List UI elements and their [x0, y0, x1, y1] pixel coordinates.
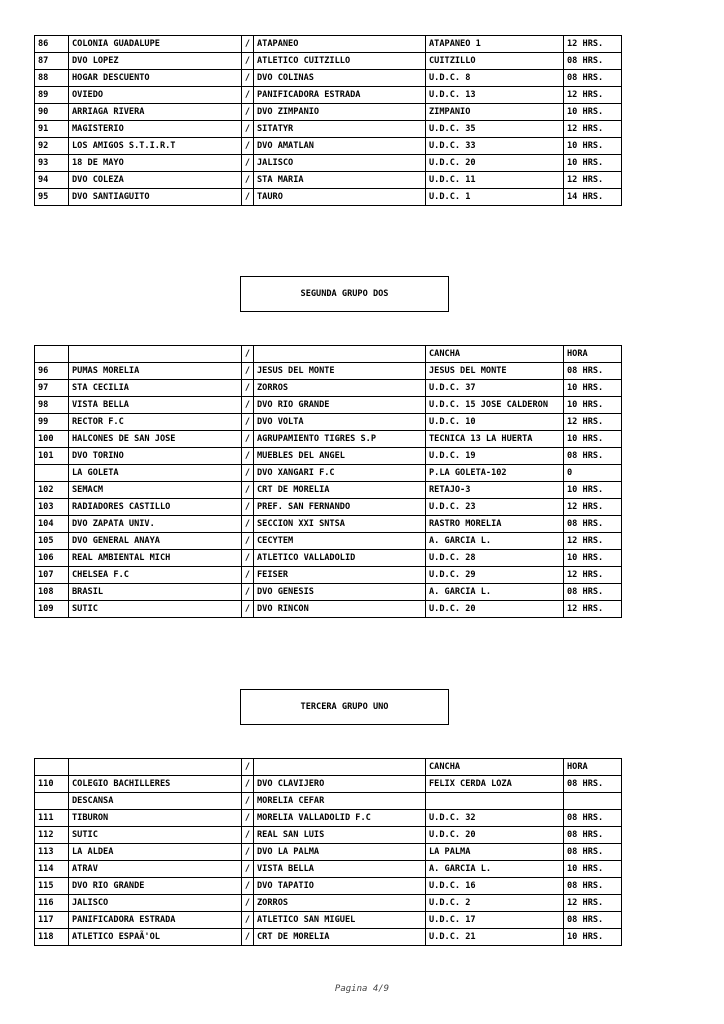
table-row: [35, 516, 622, 533]
separator-cell: /: [242, 465, 254, 482]
away-team-cell: JESUS DEL MONTE: [254, 363, 426, 380]
home-team-cell: CHELSEA F.C: [69, 567, 242, 584]
match-number-cell: 112: [35, 827, 69, 844]
separator-cell: /: [242, 380, 254, 397]
field-cell: U.D.C. 11: [426, 172, 564, 189]
home-team-cell: COLONIA GUADALUPE: [69, 36, 242, 53]
time-cell: 08 HRS.: [564, 53, 622, 70]
table-header-row: [35, 346, 622, 363]
separator-cell: /: [242, 827, 254, 844]
field-cell: LA PALMA: [426, 844, 564, 861]
table-row: [35, 138, 622, 155]
group-title-tercera-grupo-uno: TERCERA GRUPO UNO: [240, 689, 449, 725]
away-team-cell: DVO AMATLAN: [254, 138, 426, 155]
home-team-cell: DVO TORINO: [69, 448, 242, 465]
table-row: [35, 380, 622, 397]
separator-cell: /: [242, 363, 254, 380]
home-team-cell: VISTA BELLA: [69, 397, 242, 414]
away-team-cell: ZORROS: [254, 380, 426, 397]
field-cell: RETAJO-3: [426, 482, 564, 499]
separator-cell: /: [242, 138, 254, 155]
time-cell: 08 HRS.: [564, 70, 622, 87]
match-number-cell: 87: [35, 53, 69, 70]
time-cell: 12 HRS.: [564, 36, 622, 53]
time-cell: 14 HRS.: [564, 189, 622, 206]
home-team-cell: MAGISTERIO: [69, 121, 242, 138]
field-cell: JESUS DEL MONTE: [426, 363, 564, 380]
table-row: [35, 482, 622, 499]
home-team-cell: [69, 346, 242, 363]
away-team-cell: STA MARIA: [254, 172, 426, 189]
page-footer: Pagina 4/9: [334, 984, 390, 994]
home-team-cell: ATLETICO ESPAÃ'OL: [69, 929, 242, 946]
field-cell: U.D.C. 13: [426, 87, 564, 104]
table-row: [35, 189, 622, 206]
match-number-cell: 92: [35, 138, 69, 155]
home-team-cell: LA ALDEA: [69, 844, 242, 861]
match-number-cell: 94: [35, 172, 69, 189]
match-number-cell: 116: [35, 895, 69, 912]
away-team-cell: CRT DE MORELIA: [254, 482, 426, 499]
field-cell: U.D.C. 20: [426, 601, 564, 618]
table-row: [35, 87, 622, 104]
field-cell: U.D.C. 20: [426, 827, 564, 844]
home-team-cell: 18 DE MAYO: [69, 155, 242, 172]
match-number-cell: 97: [35, 380, 69, 397]
field-cell: A. GARCIA L.: [426, 584, 564, 601]
separator-cell: /: [242, 533, 254, 550]
table-row: [35, 499, 622, 516]
separator-cell: /: [242, 499, 254, 516]
separator-cell: /: [242, 155, 254, 172]
separator-cell: /: [242, 567, 254, 584]
away-team-cell: CECYTEM: [254, 533, 426, 550]
field-cell: U.D.C. 33: [426, 138, 564, 155]
separator-cell: /: [242, 550, 254, 567]
table-row: [35, 550, 622, 567]
time-cell: 0: [564, 465, 622, 482]
separator-cell: /: [242, 104, 254, 121]
field-cell: CANCHA: [426, 346, 564, 363]
separator-cell: /: [242, 431, 254, 448]
home-team-cell: RADIADORES CASTILLO: [69, 499, 242, 516]
table-row: [35, 810, 622, 827]
match-number-cell: [35, 465, 69, 482]
separator-cell: /: [242, 759, 254, 776]
away-team-cell: CRT DE MORELIA: [254, 929, 426, 946]
field-cell: U.D.C. 2: [426, 895, 564, 912]
separator-cell: /: [242, 776, 254, 793]
field-cell: ATAPANEO 1: [426, 36, 564, 53]
home-team-cell: LOS AMIGOS S.T.I.R.T: [69, 138, 242, 155]
match-number-cell: 93: [35, 155, 69, 172]
away-team-cell: DVO TAPATIO: [254, 878, 426, 895]
away-team-cell: DVO XANGARI F.C: [254, 465, 426, 482]
table-row: [35, 363, 622, 380]
table-row: [35, 878, 622, 895]
separator-cell: /: [242, 844, 254, 861]
field-cell: U.D.C. 16: [426, 878, 564, 895]
time-cell: 10 HRS.: [564, 138, 622, 155]
separator-cell: /: [242, 397, 254, 414]
table-row: [35, 448, 622, 465]
match-number-cell: 110: [35, 776, 69, 793]
field-cell: U.D.C. 8: [426, 70, 564, 87]
away-team-cell: [254, 759, 426, 776]
separator-cell: /: [242, 70, 254, 87]
match-number-cell: 89: [35, 87, 69, 104]
away-team-cell: PREF. SAN FERNANDO: [254, 499, 426, 516]
away-team-cell: DVO RINCON: [254, 601, 426, 618]
match-number-cell: 111: [35, 810, 69, 827]
table-row: [35, 70, 622, 87]
away-team-cell: ZORROS: [254, 895, 426, 912]
time-cell: 12 HRS.: [564, 172, 622, 189]
home-team-cell: DESCANSA: [69, 793, 242, 810]
field-cell: U.D.C. 19: [426, 448, 564, 465]
home-team-cell: STA CECILIA: [69, 380, 242, 397]
separator-cell: /: [242, 482, 254, 499]
separator-cell: /: [242, 584, 254, 601]
field-cell: U.D.C. 28: [426, 550, 564, 567]
field-cell: U.D.C. 23: [426, 499, 564, 516]
table-row: [35, 431, 622, 448]
time-cell: 08 HRS.: [564, 810, 622, 827]
field-cell: U.D.C. 35: [426, 121, 564, 138]
away-team-cell: DVO GENESIS: [254, 584, 426, 601]
time-cell: 10 HRS.: [564, 550, 622, 567]
table-row: [35, 827, 622, 844]
separator-cell: /: [242, 912, 254, 929]
table-row: [35, 121, 622, 138]
time-cell: 08 HRS.: [564, 363, 622, 380]
table-row: [35, 844, 622, 861]
match-number-cell: 98: [35, 397, 69, 414]
away-team-cell: ATLETICO SAN MIGUEL: [254, 912, 426, 929]
field-cell: U.D.C. 21: [426, 929, 564, 946]
home-team-cell: SUTIC: [69, 827, 242, 844]
home-team-cell: HOGAR DESCUENTO: [69, 70, 242, 87]
time-cell: 08 HRS.: [564, 912, 622, 929]
match-number-cell: 104: [35, 516, 69, 533]
home-team-cell: OVIEDO: [69, 87, 242, 104]
schedule-table-3: [34, 758, 622, 946]
home-team-cell: HALCONES DE SAN JOSE: [69, 431, 242, 448]
match-number-cell: 117: [35, 912, 69, 929]
field-cell: FELIX CERDA LOZA: [426, 776, 564, 793]
time-cell: HORA: [564, 759, 622, 776]
away-team-cell: SITATYR: [254, 121, 426, 138]
match-number-cell: 96: [35, 363, 69, 380]
match-number-cell: [35, 759, 69, 776]
separator-cell: /: [242, 414, 254, 431]
time-cell: [564, 793, 622, 810]
match-number-cell: 114: [35, 861, 69, 878]
field-cell: U.D.C. 29: [426, 567, 564, 584]
separator-cell: /: [242, 448, 254, 465]
table-row: [35, 155, 622, 172]
table-row: [35, 793, 622, 810]
schedule-table-2: [34, 345, 622, 618]
away-team-cell: SECCION XXI SNTSA: [254, 516, 426, 533]
table-row: [35, 172, 622, 189]
time-cell: 10 HRS.: [564, 431, 622, 448]
time-cell: 08 HRS.: [564, 844, 622, 861]
home-team-cell: DVO RIO GRANDE: [69, 878, 242, 895]
table-row: [35, 929, 622, 946]
home-team-cell: [69, 759, 242, 776]
time-cell: 08 HRS.: [564, 776, 622, 793]
match-number-cell: 91: [35, 121, 69, 138]
match-number-cell: 105: [35, 533, 69, 550]
time-cell: 08 HRS.: [564, 448, 622, 465]
separator-cell: /: [242, 189, 254, 206]
field-cell: U.D.C. 20: [426, 155, 564, 172]
time-cell: 10 HRS.: [564, 929, 622, 946]
table-row: [35, 601, 622, 618]
away-team-cell: DVO CLAVIJERO: [254, 776, 426, 793]
away-team-cell: FEISER: [254, 567, 426, 584]
time-cell: HORA: [564, 346, 622, 363]
match-number-cell: 113: [35, 844, 69, 861]
home-team-cell: DVO ZAPATA UNIV.: [69, 516, 242, 533]
time-cell: 10 HRS.: [564, 482, 622, 499]
field-cell: U.D.C. 37: [426, 380, 564, 397]
home-team-cell: SUTIC: [69, 601, 242, 618]
table-row: [35, 36, 622, 53]
table-row: [35, 861, 622, 878]
time-cell: 12 HRS.: [564, 533, 622, 550]
time-cell: 12 HRS.: [564, 414, 622, 431]
match-number-cell: [35, 346, 69, 363]
match-number-cell: 95: [35, 189, 69, 206]
field-cell: U.D.C. 10: [426, 414, 564, 431]
field-cell: U.D.C. 1: [426, 189, 564, 206]
table-header-row: [35, 759, 622, 776]
home-team-cell: SEMACM: [69, 482, 242, 499]
away-team-cell: JALISCO: [254, 155, 426, 172]
away-team-cell: ATLETICO CUITZILLO: [254, 53, 426, 70]
field-cell: A. GARCIA L.: [426, 861, 564, 878]
away-team-cell: DVO RIO GRANDE: [254, 397, 426, 414]
away-team-cell: VISTA BELLA: [254, 861, 426, 878]
home-team-cell: LA GOLETA: [69, 465, 242, 482]
home-team-cell: DVO SANTIAGUITO: [69, 189, 242, 206]
away-team-cell: ATLETICO VALLADOLID: [254, 550, 426, 567]
home-team-cell: BRASIL: [69, 584, 242, 601]
away-team-cell: DVO VOLTA: [254, 414, 426, 431]
field-cell: CANCHA: [426, 759, 564, 776]
table-row: [35, 567, 622, 584]
home-team-cell: COLEGIO BACHILLERES: [69, 776, 242, 793]
table-row: [35, 397, 622, 414]
table-row: [35, 533, 622, 550]
field-cell: RASTRO MORELIA: [426, 516, 564, 533]
match-number-cell: 106: [35, 550, 69, 567]
away-team-cell: PANIFICADORA ESTRADA: [254, 87, 426, 104]
away-team-cell: ATAPANEO: [254, 36, 426, 53]
table-row: [35, 465, 622, 482]
home-team-cell: RECTOR F.C: [69, 414, 242, 431]
table-row: [35, 104, 622, 121]
time-cell: 10 HRS.: [564, 104, 622, 121]
separator-cell: /: [242, 895, 254, 912]
home-team-cell: ATRAV: [69, 861, 242, 878]
home-team-cell: DVO COLEZA: [69, 172, 242, 189]
time-cell: 12 HRS.: [564, 121, 622, 138]
table-row: [35, 584, 622, 601]
home-team-cell: REAL AMBIENTAL MICH: [69, 550, 242, 567]
match-number-cell: 88: [35, 70, 69, 87]
match-number-cell: 108: [35, 584, 69, 601]
separator-cell: /: [242, 87, 254, 104]
time-cell: 12 HRS.: [564, 87, 622, 104]
match-number-cell: 101: [35, 448, 69, 465]
schedule-table-1: [34, 35, 622, 206]
separator-cell: /: [242, 516, 254, 533]
time-cell: 12 HRS.: [564, 601, 622, 618]
time-cell: 08 HRS.: [564, 584, 622, 601]
separator-cell: /: [242, 53, 254, 70]
away-team-cell: MORELIA VALLADOLID F.C: [254, 810, 426, 827]
table-row: [35, 414, 622, 431]
home-team-cell: TIBURON: [69, 810, 242, 827]
separator-cell: /: [242, 346, 254, 363]
home-team-cell: DVO LOPEZ: [69, 53, 242, 70]
group-title-segunda-grupo-dos: SEGUNDA GRUPO DOS: [240, 276, 449, 312]
time-cell: 08 HRS.: [564, 878, 622, 895]
time-cell: 10 HRS.: [564, 861, 622, 878]
away-team-cell: DVO COLINAS: [254, 70, 426, 87]
time-cell: 12 HRS.: [564, 499, 622, 516]
away-team-cell: REAL SAN LUIS: [254, 827, 426, 844]
away-team-cell: AGRUPAMIENTO TIGRES S.P: [254, 431, 426, 448]
home-team-cell: ARRIAGA RIVERA: [69, 104, 242, 121]
match-number-cell: 107: [35, 567, 69, 584]
away-team-cell: TAURO: [254, 189, 426, 206]
match-number-cell: 103: [35, 499, 69, 516]
field-cell: U.D.C. 15 JOSE CALDERON: [426, 397, 564, 414]
field-cell: U.D.C. 32: [426, 810, 564, 827]
table-row: [35, 912, 622, 929]
field-cell: TECNICA 13 LA HUERTA: [426, 431, 564, 448]
field-cell: P.LA GOLETA-102: [426, 465, 564, 482]
home-team-cell: JALISCO: [69, 895, 242, 912]
field-cell: CUITZILLO: [426, 53, 564, 70]
away-team-cell: MUEBLES DEL ANGEL: [254, 448, 426, 465]
separator-cell: /: [242, 861, 254, 878]
table-row: [35, 776, 622, 793]
time-cell: 12 HRS.: [564, 895, 622, 912]
separator-cell: /: [242, 601, 254, 618]
separator-cell: /: [242, 810, 254, 827]
away-team-cell: MORELIA CEFAR: [254, 793, 426, 810]
time-cell: 10 HRS.: [564, 155, 622, 172]
away-team-cell: DVO LA PALMA: [254, 844, 426, 861]
separator-cell: /: [242, 793, 254, 810]
home-team-cell: PANIFICADORA ESTRADA: [69, 912, 242, 929]
match-number-cell: 100: [35, 431, 69, 448]
separator-cell: /: [242, 878, 254, 895]
time-cell: 12 HRS.: [564, 567, 622, 584]
match-number-cell: 118: [35, 929, 69, 946]
match-number-cell: [35, 793, 69, 810]
separator-cell: /: [242, 929, 254, 946]
field-cell: [426, 793, 564, 810]
table-row: [35, 53, 622, 70]
match-number-cell: 115: [35, 878, 69, 895]
match-number-cell: 109: [35, 601, 69, 618]
away-team-cell: [254, 346, 426, 363]
home-team-cell: DVO GENERAL ANAYA: [69, 533, 242, 550]
away-team-cell: DVO ZIMPANIO: [254, 104, 426, 121]
match-number-cell: 86: [35, 36, 69, 53]
separator-cell: /: [242, 36, 254, 53]
match-number-cell: 90: [35, 104, 69, 121]
table-row: [35, 895, 622, 912]
match-number-cell: 102: [35, 482, 69, 499]
time-cell: 08 HRS.: [564, 827, 622, 844]
field-cell: ZIMPANIO: [426, 104, 564, 121]
time-cell: 10 HRS.: [564, 380, 622, 397]
field-cell: U.D.C. 17: [426, 912, 564, 929]
time-cell: 08 HRS.: [564, 516, 622, 533]
home-team-cell: PUMAS MORELIA: [69, 363, 242, 380]
match-number-cell: 99: [35, 414, 69, 431]
field-cell: A. GARCIA L.: [426, 533, 564, 550]
time-cell: 10 HRS.: [564, 397, 622, 414]
separator-cell: /: [242, 121, 254, 138]
separator-cell: /: [242, 172, 254, 189]
